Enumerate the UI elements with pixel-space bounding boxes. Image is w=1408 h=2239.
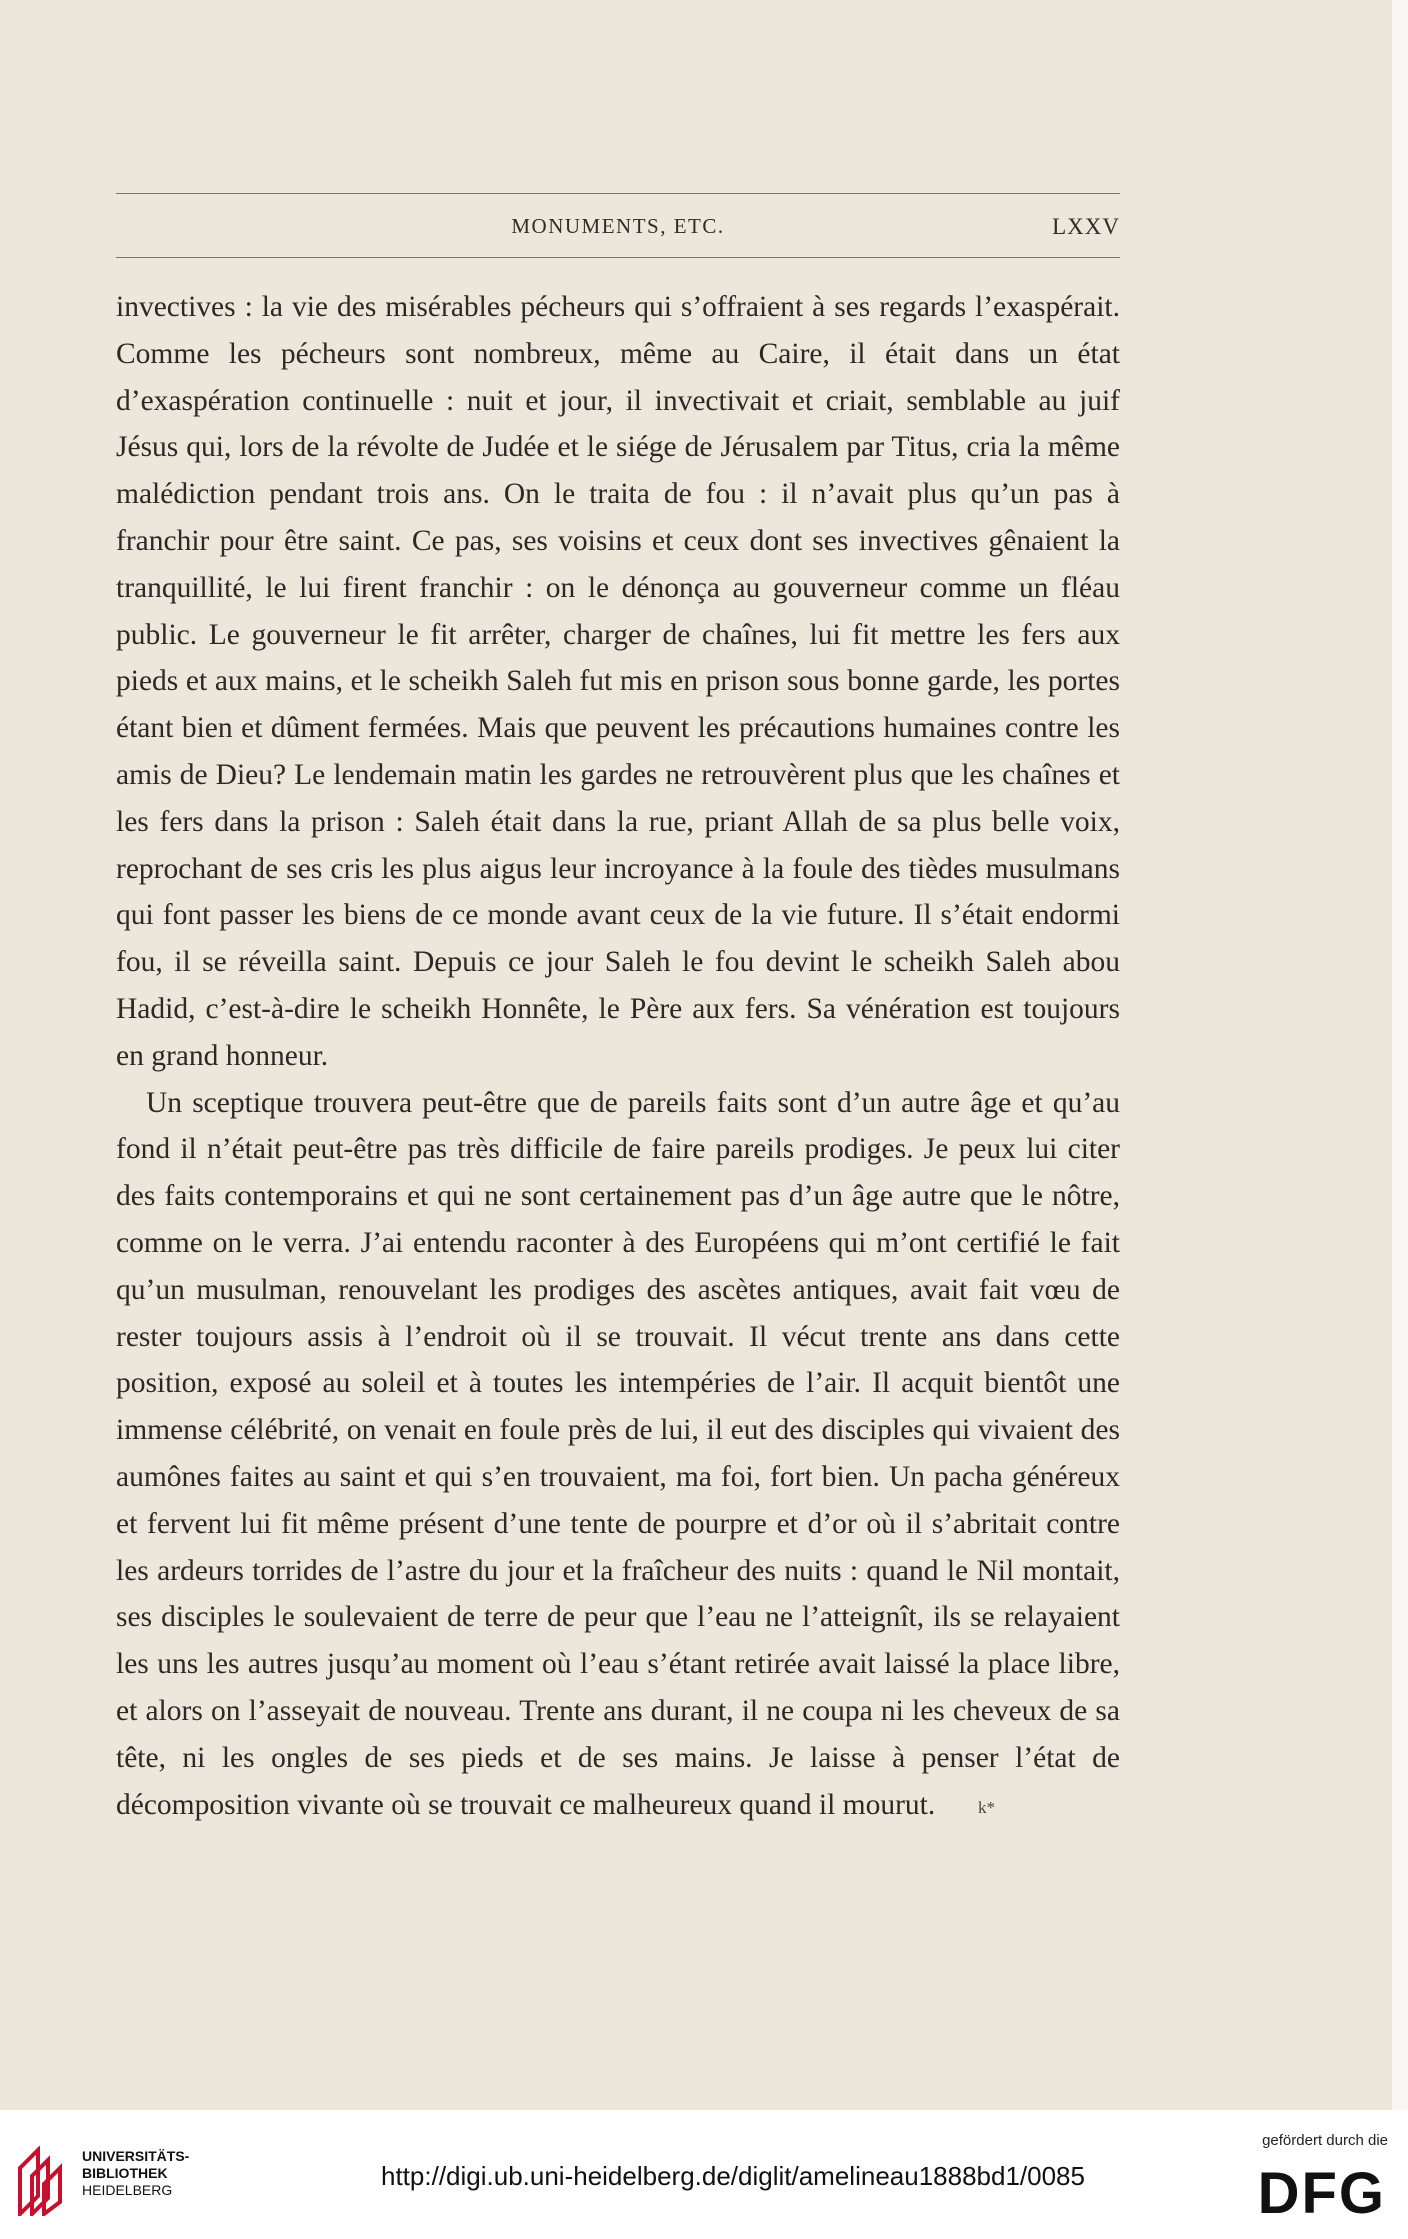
page-number: LXXV	[1052, 214, 1120, 239]
page-edge	[1392, 0, 1408, 2110]
body-text	[116, 284, 1120, 1828]
library-name-line-1: UNIVERSITÄTS-	[82, 2148, 190, 2164]
header-rule-bottom	[116, 257, 1120, 258]
library-name-line-3: HEIDELBERG	[82, 2182, 173, 2198]
library-name	[82, 2148, 189, 2199]
university-library-logo-icon	[14, 2146, 66, 2216]
header-rule-top	[116, 193, 1120, 194]
dfg-logo: DFG	[1257, 2161, 1386, 2226]
footer-bar	[0, 2110, 1408, 2239]
running-head	[116, 208, 1120, 244]
paragraph-1: invectives : la vie des misérables pécheurs qui s’offraient à ses regards l’exaspérait. Comme les pécheurs sont nombreux, même au Caire, il était dans un état d’exaspération continuelle : nuit et jour, il invectivait et criait, semblable au juif Jésus qui, lors de la révolte de Judée et le siége de Jérusalem par Titus, cria la même malédiction pendant trois ans. On le traita de fou : il n’avait plus qu’un pas à franchir pour être saint. Ce pas, ses voisins et ceux dont ses invectives gênaient la tranquillité, le lui firent franchir : on le dénonça au gouverneur comme un fléau public. Le gouverneur le fit arrêter, charger de chaînes, lui fit mettre les fers aux pieds et aux mains, et le scheikh Saleh fut mis en prison sous bonne garde, les portes étant bien et dûment fermées. Mais que peuvent les précautions humaines contre les amis de Dieu? Le lendemain matin les gardes ne retrouvèrent plus que les chaînes et les fers dans la prison : Saleh était dans la rue, priant Allah de sa plus belle voix, reprochant de ses cris les plus aigus leur incroyance à la foule des tièdes musulmans qui font passer les biens de ce monde avant ceux de la vie future. Il s’était endormi fou, il se réveilla saint. Depuis ce jour Saleh le fou devint le scheikh Saleh abou Hadid, c’est-à-dire le scheikh Honnête, le Père aux fers. Sa vénération est toujours en grand honneur.	[116, 291, 1120, 1072]
funded-by-label: gefördert durch die	[1262, 2132, 1388, 2149]
printer-signature: k*	[978, 1798, 995, 1817]
library-name-line-2: BIBLIOTHEK	[82, 2165, 168, 2181]
paragraph-2: Un sceptique trouvera peut-être que de pareils faits sont d’un autre âge et qu’au fond il n’était peut-être pas très difficile de faire pareils prodiges. Je peux lui citer des faits contemporains et qui ne sont certainement pas d’un âge autre que le nôtre, comme on le verra. J’ai entendu raconter à des Européens qui m’ont certifié le fait qu’un musulman, renouvelant les prodiges des ascètes antiques, avait fait vœu de rester toujours assis à l’endroit où il se trouvait. Il vécut trente ans dans cette position, exposé au soleil et à toutes les intempéries de l’air. Il acquit bientôt une immense célébrité, on venait en foule près de lui, il eut des disciples qui vivaient des aumônes faites au saint et qui s’en trouvaient, ma foi, fort bien. Un pacha généreux et fervent lui fit même présent d’une tente de pourpre et d’or où il s’abritait contre les ardeurs torrides de l’astre du jour et la fraîcheur des nuits : quand le Nil montait, ses disciples le soulevaient de terre de peur que l’eau ne l’atteignît, ils se relayaient les uns les autres jusqu’au moment où l’eau s’étant retirée avait laissé la place libre, et alors on l’asseyait de nouveau. Trente ans durant, il ne coupa ni les cheveux de sa tête, ni les ongles de ses pieds et de ses mains. Je laisse à penser l’état de décomposition vivante où se trouvait ce malheureux quand il mourut.	[116, 1086, 1120, 1821]
digital-copy-url[interactable]: http://digi.ub.uni-heidelberg.de/diglit/amelineau1888bd1/0085	[381, 2161, 1085, 2191]
running-title: MONUMENTS, ETC.	[511, 214, 725, 238]
